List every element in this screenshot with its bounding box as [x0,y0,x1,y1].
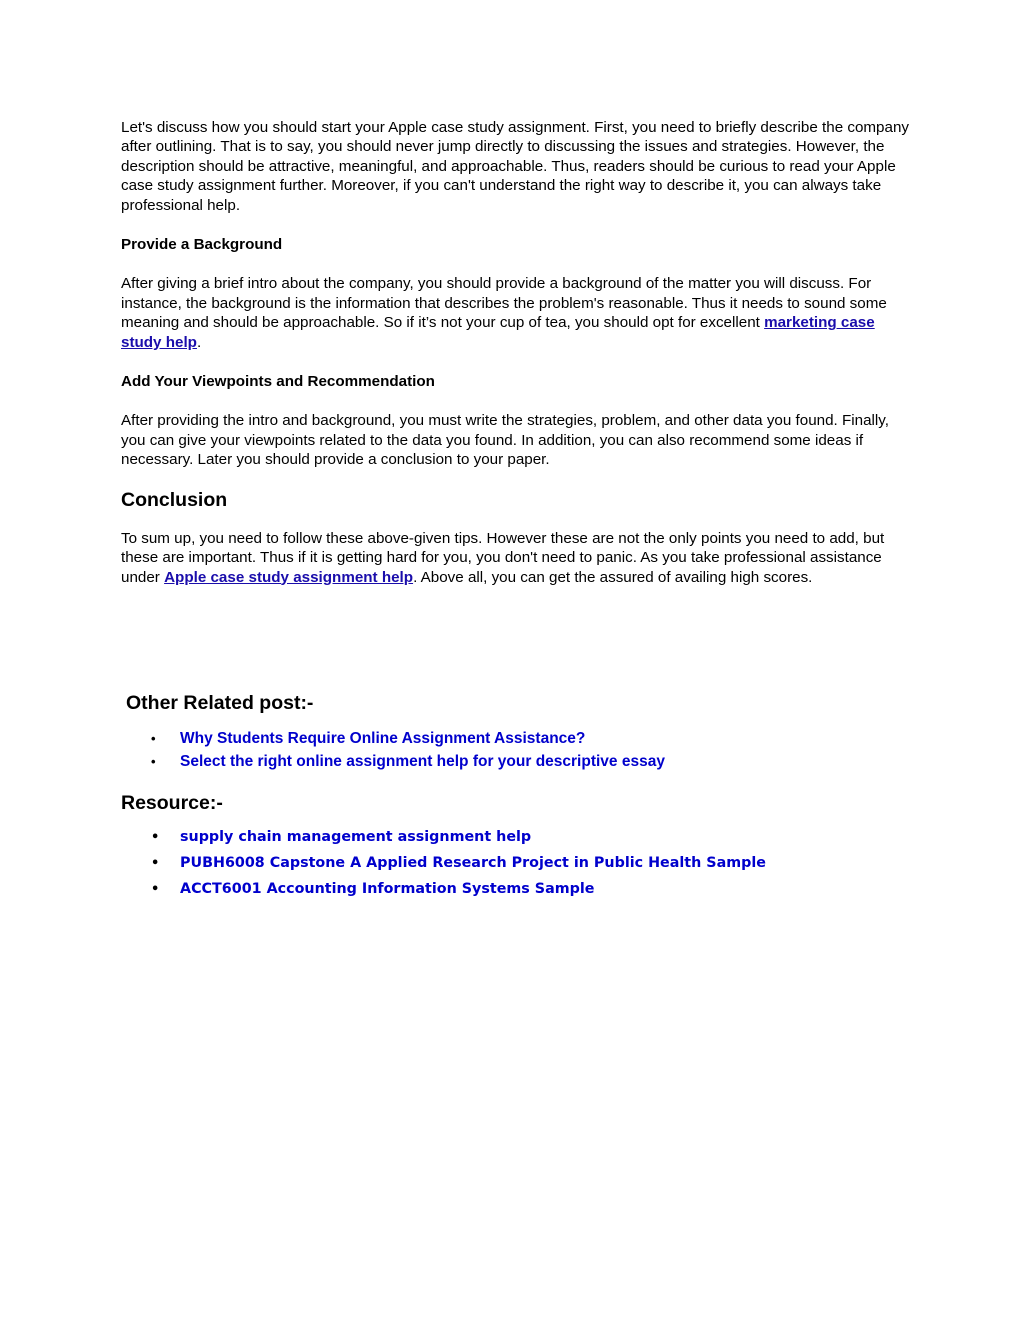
bullet-icon: • [151,754,156,770]
related-post-link[interactable]: Select the right online assignment help for your descriptive essay [180,753,665,771]
list-item[interactable] [121,876,911,902]
bullet-icon: • [151,881,160,897]
conclusion-heading: Conclusion [121,488,228,511]
resource-link[interactable]: supply chain management assignment help [180,828,532,845]
viewpoints-heading: Add Your Viewpoints and Recommendation [121,373,435,391]
list-item[interactable] [121,850,911,876]
document-content [121,118,911,902]
background-text-end: . [196,333,202,351]
background-paragraph [121,274,911,352]
marketing-case-study-help-link[interactable]: marketing case study help [121,314,875,351]
resource-link[interactable]: ACCT6001 Accounting Information Systems Sample [180,880,595,897]
conclusion-text: To sum up, you need to follow these above-given tips. However these are not the only points you need to add, but these are important. Thus if it is getting hard for you, you don't need to panic. As you take professional assistance under [121,529,885,586]
resource-list [121,824,911,902]
resource-link[interactable]: PUBH6008 Capstone A Applied Research Project in Public Health Sample [180,854,766,871]
intro-paragraph: Let's discuss how you should start your Apple case study assignment. First, you need to briefly describe the company after outlining. That is to say, you should never jump directly to discussing the issues and strategies. However, the description should be attractive, meaningful, and approachable. Thus, readers should be curious to read your Apple case study assignment further. Moreover, if you can't understand the right way to describe it, you can always take professional help. [121,119,909,214]
conclusion-text-end: . Above all, you can get the assured of availing high scores. [413,568,813,586]
bullet-icon: • [151,730,156,746]
list-item[interactable] [121,824,911,850]
bullet-icon: • [151,829,160,845]
list-item[interactable] [121,727,911,751]
background-text: After giving a brief intro about the company, you should provide a background of the matter you will discuss. For instance, the background is the information that describes the problem's reasonable. Thus it needs to sound some meaning and should be approachable. So if it’s not your cup of tea, you should opt for excellent [121,275,887,332]
background-heading: Provide a Background [121,236,283,254]
related-posts-list [121,727,911,774]
viewpoints-paragraph: After providing the intro and background, you must write the strategies, problem, and other data you found. Finally, you can give your viewpoints related to the data you found. In addition, you can also recommend some ideas if necessary. Later you should provide a conclusion to your paper. [121,412,889,469]
resource-heading: Resource:- [121,791,223,814]
list-item[interactable] [121,750,911,774]
related-post-link[interactable]: Why Students Require Online Assignment Assistance? [180,729,586,747]
related-posts-heading: Other Related post:- [126,691,314,714]
conclusion-paragraph [121,529,911,587]
apple-case-study-help-link[interactable]: Apple case study assignment help [164,568,414,586]
bullet-icon: • [151,855,160,871]
